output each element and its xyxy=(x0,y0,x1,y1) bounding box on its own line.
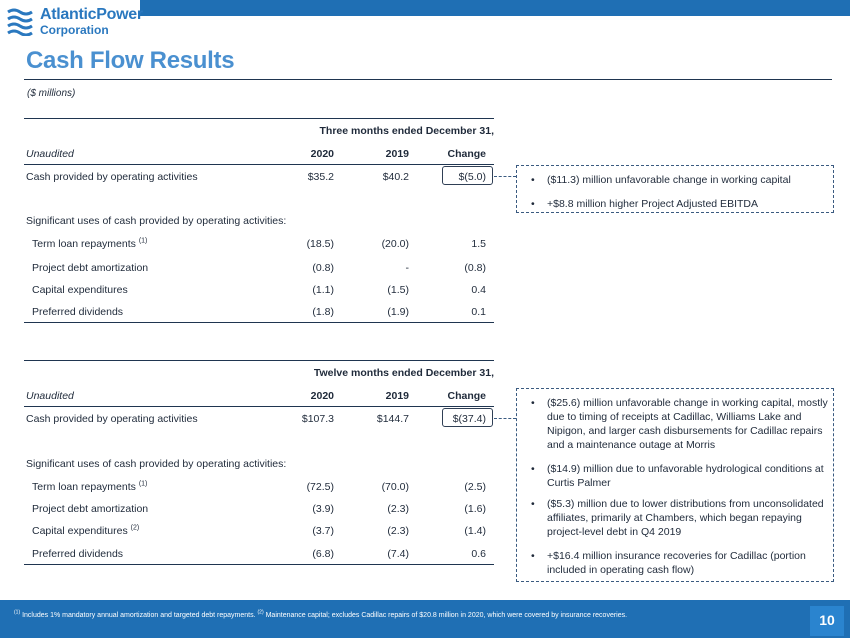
quarter-cash-flow-table xyxy=(24,118,494,328)
table-row-2020: (3.7) xyxy=(312,525,334,537)
callout-item: ($14.9) million due to unfavorable hydrological conditions at Curtis Palmer xyxy=(547,463,824,489)
table-row-change: 0.1 xyxy=(471,306,486,318)
bullet-icon: • xyxy=(531,397,535,409)
table-row-2019: (2.3) xyxy=(387,503,409,515)
table-row-label: Preferred dividends xyxy=(32,548,124,560)
table-row-change: 0.6 xyxy=(471,548,486,560)
table-row-2019: (2.3) xyxy=(387,525,409,537)
col-unaudited: Unaudited xyxy=(26,148,74,160)
cash-row-change: $(5.0) xyxy=(458,171,486,183)
table-row-change: 0.4 xyxy=(471,284,486,296)
cash-row-label: Cash provided by operating activities xyxy=(26,413,198,425)
cash-row-2019: $40.2 xyxy=(382,171,409,183)
table-row-2019: (1.9) xyxy=(387,306,409,318)
footnotes xyxy=(14,609,628,619)
footnote-2-mark: (2) xyxy=(257,609,264,616)
table-row-2019: - xyxy=(405,262,409,274)
footer-bar xyxy=(0,600,850,638)
bullet-icon: • xyxy=(531,463,535,475)
bullet-icon: • xyxy=(531,550,535,562)
table-row-2020: (72.5) xyxy=(306,481,334,493)
cash-row-2020: $107.3 xyxy=(301,413,334,425)
table-row-label: Capital expenditures xyxy=(32,284,128,296)
col-2020: 2020 xyxy=(310,390,334,402)
callout-item: +$8.8 million higher Project Adjusted EBITDA xyxy=(547,198,758,210)
table-row-change: (2.5) xyxy=(464,481,486,493)
col-change: Change xyxy=(447,148,486,160)
col-unaudited: Unaudited xyxy=(26,390,74,402)
footnote-2-text: Maintenance capital; excludes Cadillac repairs of $20.8 million in 2020, which were covered by insurance recoveries. xyxy=(265,612,628,619)
waves-logo-icon xyxy=(6,6,34,36)
quarter-callout xyxy=(516,165,834,213)
uses-label: Significant uses of cash provided by operating activities: xyxy=(26,458,287,470)
header-rule xyxy=(24,164,494,165)
table-row-label: Term loan repayments $^{(1)}$ xyxy=(32,237,148,250)
company-logo xyxy=(0,0,143,40)
table-row-label: Capital expenditures $^{(2)}$ xyxy=(32,524,140,537)
table-row-label: Preferred dividends xyxy=(32,306,124,318)
col-2019: 2019 xyxy=(385,148,409,160)
logo-name: AtlanticPower xyxy=(40,6,143,23)
cash-row-2019: $144.7 xyxy=(376,413,409,425)
callout-item: +$16.4 million insurance recoveries for Cadillac (portion included in operating cash flow) xyxy=(547,550,806,576)
period-header: Three months ended December 31, xyxy=(319,125,494,137)
callout-item: ($11.3) million unfavorable change in working capital xyxy=(547,174,791,186)
bullet-icon: • xyxy=(531,198,535,210)
col-2019: 2019 xyxy=(385,390,409,402)
annual-callout xyxy=(516,388,834,582)
uses-label: Significant uses of cash provided by operating activities: xyxy=(26,215,287,227)
callout-connector xyxy=(494,418,516,419)
cash-row-label: Cash provided by operating activities xyxy=(26,171,198,183)
table-top-rule xyxy=(24,118,494,119)
table-row-2020: (18.5) xyxy=(306,238,334,250)
callout-item: ($25.6) million unfavorable change in working capital, mostly due to timing of receipts at Cadillac, Williams Lake and Nipigon, and larger cash disbursements for Cadillac repairs and a maintenance outage at Morris xyxy=(547,397,828,451)
col-2020: 2020 xyxy=(310,148,334,160)
table-row-label: Project debt amortization xyxy=(32,503,149,515)
cash-row-change: $(37.4) xyxy=(452,413,486,425)
header-rule xyxy=(24,406,494,407)
logo-subname: Corporation xyxy=(40,23,109,37)
cash-row-2020: $35.2 xyxy=(307,171,334,183)
table-bottom-rule xyxy=(24,322,494,323)
bullet-icon: • xyxy=(531,498,535,510)
table-row-2020: (1.8) xyxy=(312,306,334,318)
table-row-change: (1.6) xyxy=(464,503,486,515)
table-row-2019: (7.4) xyxy=(387,548,409,560)
table-row-2019: (1.5) xyxy=(387,284,409,296)
table-row-label: Term loan repayments $^{(1)}$ xyxy=(32,480,148,493)
table-row-2019: (20.0) xyxy=(381,238,409,250)
table-row-label: Project debt amortization xyxy=(32,262,149,274)
title-divider xyxy=(24,79,832,80)
footnote-1-text: Includes 1% mandatory annual amortization and targeted debt repayments. xyxy=(22,612,256,619)
table-row-2020: (1.1) xyxy=(312,284,334,296)
table-row-2020: (6.8) xyxy=(312,548,334,560)
bullet-icon: • xyxy=(531,174,535,186)
page-title: Cash Flow Results xyxy=(26,47,235,74)
table-row-2019: (70.0) xyxy=(381,481,409,493)
footnote-1-mark: (1) xyxy=(14,609,21,616)
callout-item: ($5.3) million due to lower distributions from unconsolidated affiliates, primarily at Chambers, which began repaying project-level debt in Q4 2019 xyxy=(547,498,824,538)
table-bottom-rule xyxy=(24,564,494,565)
table-row-2020: (3.9) xyxy=(312,503,334,515)
callout-connector xyxy=(494,176,516,177)
period-header: Twelve months ended December 31, xyxy=(313,367,494,379)
annual-cash-flow-table xyxy=(24,360,494,570)
table-row-change: (0.8) xyxy=(464,262,486,274)
table-top-rule xyxy=(24,360,494,361)
table-row-change: 1.5 xyxy=(471,238,486,250)
table-row-2020: (0.8) xyxy=(312,262,334,274)
table-row-change: (1.4) xyxy=(464,525,486,537)
page-number: 10 xyxy=(819,612,835,628)
col-change: Change xyxy=(447,390,486,402)
units-subtitle: ($ millions) xyxy=(27,88,76,99)
